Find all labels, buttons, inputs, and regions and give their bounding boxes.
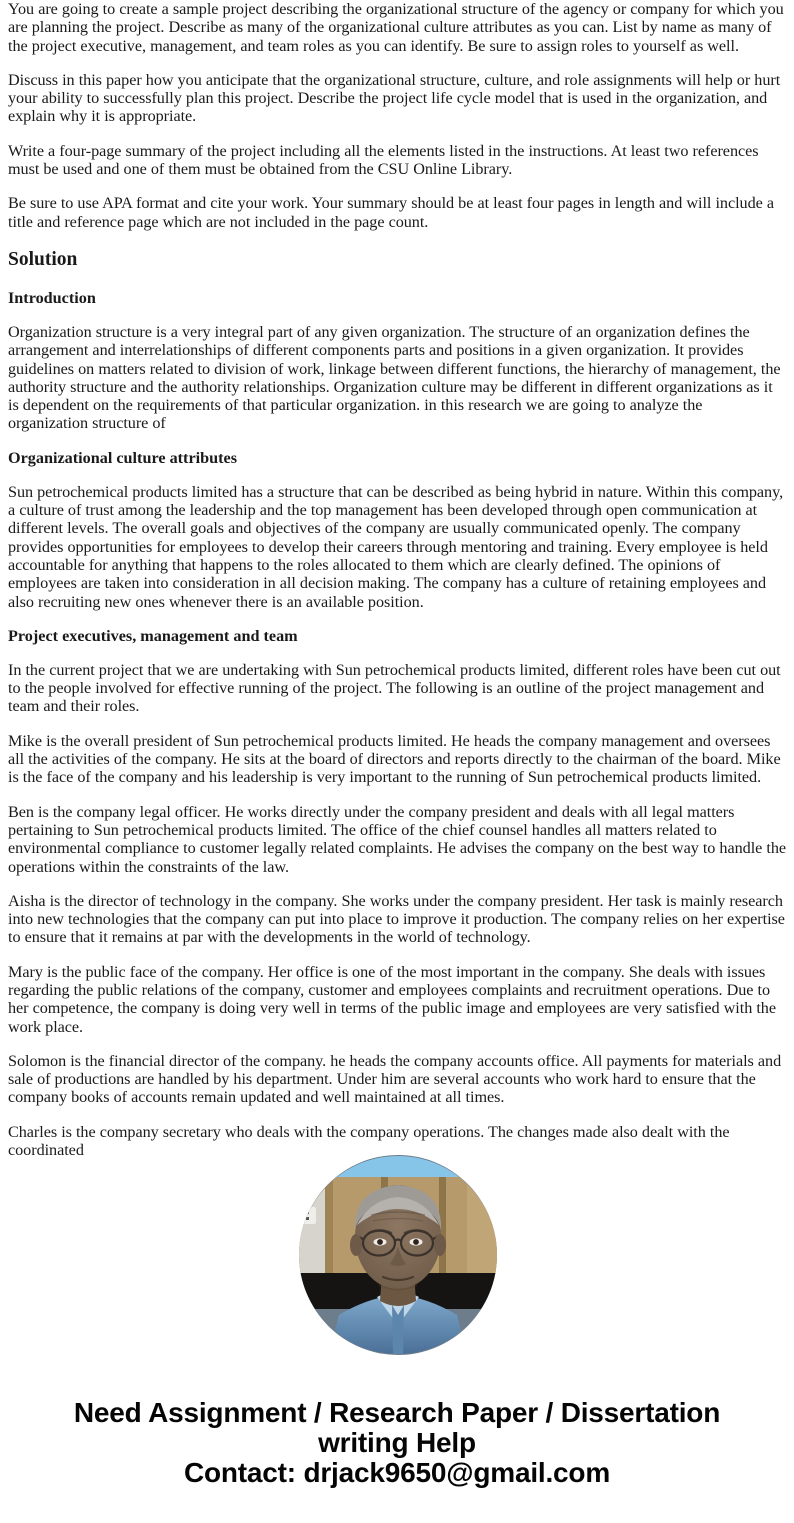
paragraph: Write a four-page summary of the project including all the elements listed in the instructions. At least two references must be used and one of them must be obtained from the CSU Online Library. <box>8 141 759 179</box>
paragraph: Discuss in this paper how you anticipate that the organizational structure, culture, and role assignments will help or hurt your ability to successfully plan this project. Describe the project life cycle model that is used in the organization, and explain why it is appropriate. <box>8 70 781 126</box>
paragraph: You are going to create a sample project describing the organizational structure of the agency or company for which you are planning the project. Describe as many of the organizational culture attributes as you can. List by name as many of the project executive, management, and team roles as you can identify. Be sure to assign roles to yourself as well. <box>8 0 784 55</box>
section-heading-introduction: Introduction <box>8 288 96 307</box>
paragraph: In the current project that we are undertaking with Sun petrochemical products limited, different roles have been cut out to the people involved for effective running of the project. The following is an outline of the project management and team and their roles. <box>8 660 781 716</box>
paragraph: Be sure to use APA format and cite your work. Your summary should be at least four pages in length and will include a title and reference page which are not included in the page count. <box>8 194 774 231</box>
paragraph: Sun petrochemical products limited has a structure that can be described as being hybrid in nature. Within this company, a culture of trust among the leadership and the top management has been developed through open communication at different levels. The overall goals and objectives of the company are usually communicated openly. The company provides opportunities for employees to develop their careers through mentoring and training. Every employee is held accountable for anything that happens to the roles allocated to them which are clearly defined. The opinions of employees are taken into consideration in all decision making. The company has a culture of retaining employees and also recruiting new ones whenever there is an available position. <box>8 482 784 611</box>
paragraph: Organization structure is a very integral part of any given organization. The structure of an organization defines the arrangement and interrelationships of different components parts and positions in a given organization. It provides guidelines on matters related to division of work, linkage between different functions, the hierarchy of management, the authority structure and the authority relationships. Organization culture may be different in different organizations as it is dependent on the requirements of that particular organization. in this research we are going to analyze the organization structure of <box>8 322 781 433</box>
paragraph: Solomon is the financial director of the company. he heads the company accounts office. All payments for materials and sale of productions are handled by his department. Under him are several accounts who work hard to ensure that the company books of accounts remain updated and well maintained at all times. <box>8 1051 782 1107</box>
section-heading-project-executives: Project executives, management and team <box>8 626 298 645</box>
section-heading-organizational-culture-attributes: Organizational culture attributes <box>8 448 238 467</box>
paragraph-clipped: Charles is the company secretary who deals with the company operations. The changes made also dealt with the coordinated <box>8 1122 730 1160</box>
avatar <box>299 1155 497 1355</box>
paragraph: Aisha is the director of technology in the company. She works under the company president. Her task is mainly research into new technologies that the company can put into place to improve it production. The company relies on her expertise to ensure that it remains at par with the developments in the world of technology. <box>8 891 785 947</box>
promo-line-1: Need Assignment / Research Paper / Dissertation <box>73 1397 721 1428</box>
section-heading-solution: Solution <box>8 248 78 270</box>
paragraph: Ben is the company legal officer. He works directly under the company president and deals with all legal matters pertaining to Sun petrochemical products limited. The office of the chief counsel handles all matters related to environmental compliance to customer legally related complaints. He advises the company on the best way to handle the operations within the constraints of the law. <box>8 802 787 876</box>
promo-banner <box>0 1398 794 1488</box>
avatar-circle <box>299 1155 497 1355</box>
promo-line-2: writing Help <box>318 1427 476 1458</box>
profile-photo-icon <box>299 1155 497 1355</box>
paragraph: Mary is the public face of the company. Her office is one of the most important in the company. She deals with issues regarding the public relations of the company, customer and employees complaints and recruitment operations. Due to her competence, the company is doing very well in terms of the public image and employees are very satisfied with the work place. <box>8 962 776 1036</box>
promo-contact-email: Contact: drjack9650@gmail.com <box>183 1457 611 1488</box>
paragraph: Mike is the overall president of Sun petrochemical products limited. He heads the company management and oversees all the activities of the company. He sits at the board of directors and reports directly to the chairman of the board. Mike is the face of the company and his leadership is very important to the running of Sun petrochemical products limited. <box>8 731 781 787</box>
